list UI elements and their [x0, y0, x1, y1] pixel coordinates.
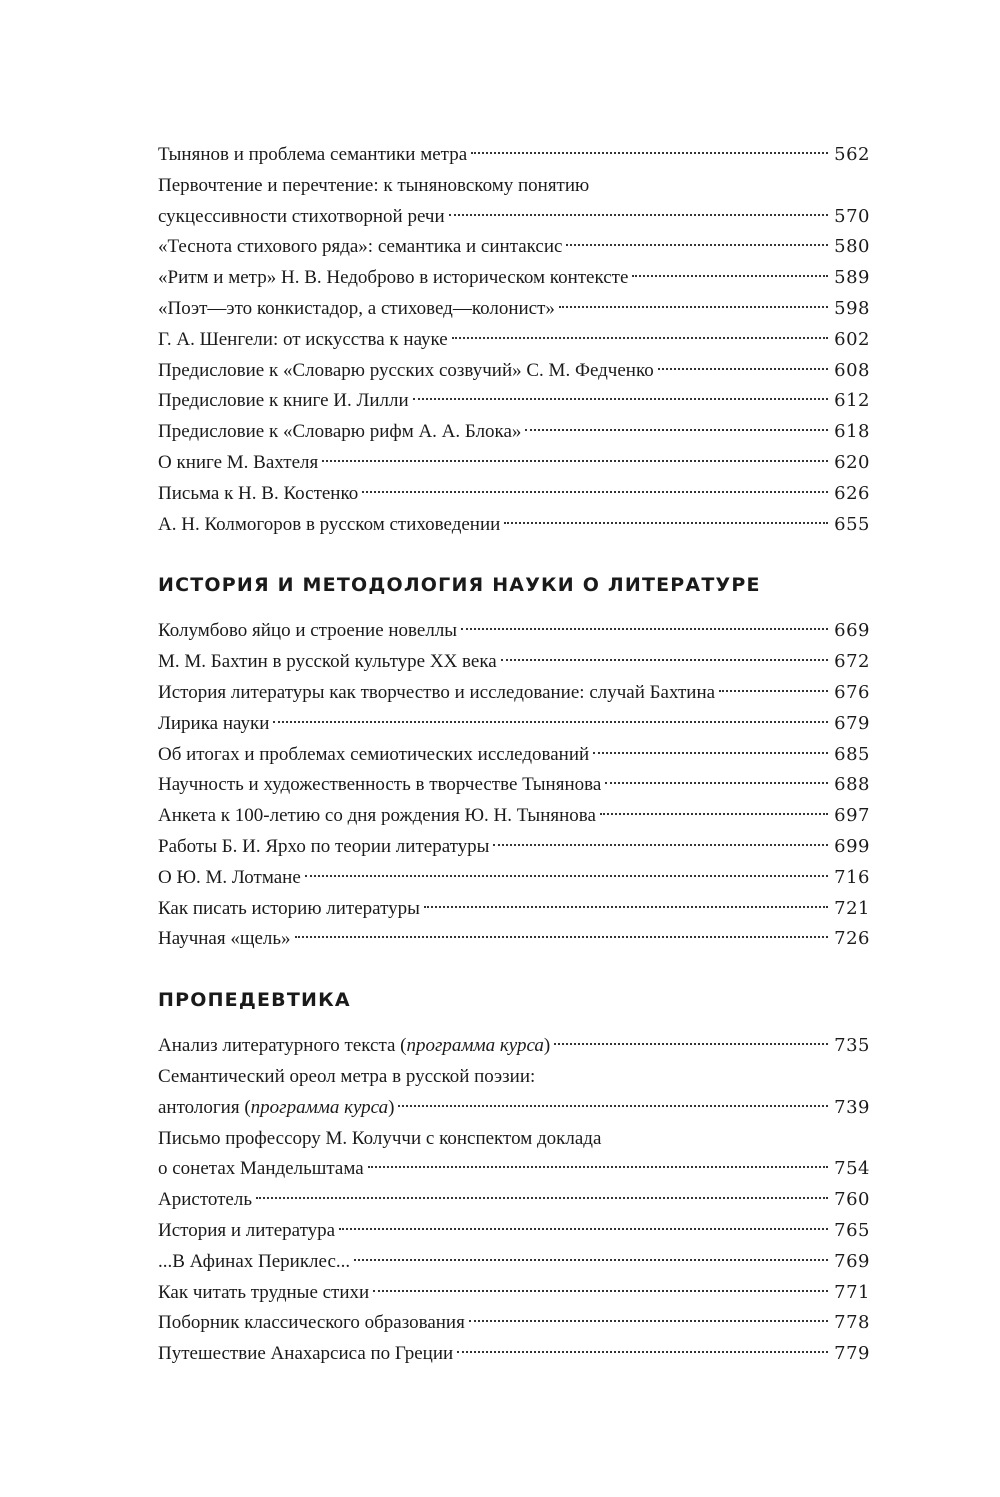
toc-entry: [158, 1031, 870, 1062]
toc-entry-title: «Поэт—это конкистадор, а стиховед—колонист»: [158, 297, 555, 319]
toc-entry-page: 618: [834, 421, 870, 443]
leader-dots: [413, 398, 828, 400]
toc-entry-title-italic: программа курса: [250, 1096, 389, 1118]
leader-dots: [471, 152, 828, 154]
leader-dots: [452, 337, 828, 339]
leader-dots: [632, 275, 828, 277]
toc-entry: [158, 863, 870, 894]
section-heading: ПРОПЕДЕВТИКА: [158, 989, 351, 1012]
toc-entry-page: 608: [834, 359, 870, 381]
toc-entry-title: [158, 1093, 394, 1124]
toc-entry-title: Работы Б. И. Ярхо по теории литературы: [158, 835, 490, 857]
toc-entry-page: 726: [834, 928, 870, 950]
toc-entry-title: О Ю. М. Лотмане: [158, 866, 301, 888]
toc-entry: [158, 770, 870, 801]
toc-entry-title: «Теснота стихового ряда»: семантика и синтаксис: [158, 236, 563, 258]
leader-dots: [566, 244, 828, 246]
toc-entry-page: 697: [834, 805, 870, 827]
toc-entry-title: Г. А. Шенгели: от искусства к науке: [158, 328, 448, 350]
leader-dots: [354, 1259, 828, 1261]
toc-entry: [158, 1247, 870, 1278]
toc-entry-page: 589: [834, 267, 870, 289]
toc-entry-page: 676: [834, 681, 870, 703]
toc-entry-title-text: ): [543, 1035, 551, 1057]
toc-entry-title-line1: Первочтение и перечтение: к тыняновскому понятию: [158, 174, 590, 196]
toc-entry-title-text: антология (: [158, 1096, 251, 1118]
toc-entry: [158, 325, 870, 356]
leader-dots: [493, 844, 828, 846]
toc-entry: [158, 417, 870, 448]
toc-entry: [158, 263, 870, 294]
toc-entry-title-line1: Письмо профессору М. Колуччи с конспектом доклада: [158, 1127, 602, 1149]
toc-entry-page: 602: [834, 328, 870, 350]
toc-entry-title-line1: Семантический ореол метра в русской поэзии:: [158, 1065, 536, 1087]
toc-entry-page: 716: [834, 866, 870, 888]
toc-entry-page: 778: [834, 1312, 870, 1334]
leader-dots: [398, 1105, 828, 1107]
toc-entry-title: ...В Афинах Периклес...: [158, 1250, 351, 1272]
toc-entry-title: Лирика науки: [158, 712, 270, 734]
toc-entry-title-text: ): [388, 1096, 395, 1118]
toc-entry-title: о сонетах Мандельштама: [158, 1158, 364, 1180]
leader-dots: [605, 782, 828, 784]
leader-dots: [559, 306, 828, 308]
leader-dots: [457, 1351, 828, 1353]
toc-entry: [158, 232, 870, 263]
table-of-contents: [158, 140, 870, 1370]
leader-dots: [719, 690, 828, 692]
section-heading: ИСТОРИЯ И МЕТОДОЛОГИЯ НАУКИ О ЛИТЕРАТУРЕ: [158, 574, 761, 597]
toc-entry: [158, 448, 870, 479]
toc-entry-page: 685: [834, 743, 870, 765]
toc-entry-page: 735: [834, 1035, 870, 1057]
toc-entry: [158, 801, 870, 832]
toc-entry: [158, 678, 870, 709]
toc-entry-title: Как писать историю литературы: [158, 897, 420, 919]
toc-entry-title: Колумбово яйцо и строение новеллы: [158, 620, 458, 642]
toc-entry: [158, 647, 870, 678]
leader-dots: [600, 813, 828, 815]
leader-dots: [295, 936, 829, 938]
toc-section-3: [158, 1031, 870, 1370]
toc-entry-page: 765: [834, 1219, 870, 1241]
leader-dots: [339, 1228, 828, 1230]
toc-entry: [158, 171, 870, 233]
toc-entry: [158, 479, 870, 510]
toc-section-1: [158, 140, 870, 540]
leader-dots: [461, 628, 828, 630]
leader-dots: [554, 1043, 828, 1045]
toc-entry-title: А. Н. Колмогоров в русском стиховедении: [158, 513, 501, 535]
toc-entry-page: 580: [834, 236, 870, 258]
toc-entry: [158, 740, 870, 771]
leader-dots: [256, 1197, 828, 1199]
toc-entry-page: 754: [834, 1158, 870, 1180]
toc-entry: [158, 1185, 870, 1216]
toc-entry-title: История и литература: [158, 1219, 336, 1241]
toc-entry: [158, 1062, 870, 1124]
toc-entry: [158, 832, 870, 863]
toc-entry-title: История литературы как творчество и исследование: случай Бахтина: [158, 681, 716, 703]
toc-entry-title: Анкета к 100-летию со дня рождения Ю. Н. Тынянова: [158, 805, 596, 827]
toc-entry-page: 562: [834, 144, 870, 165]
toc-entry-title: М. М. Бахтин в русской культуре XX века: [158, 651, 497, 673]
toc-entry: [158, 1216, 870, 1247]
toc-entry-title-italic: программа курса: [406, 1035, 544, 1057]
toc-entry: [158, 894, 870, 925]
toc-entry-page: 688: [834, 774, 870, 796]
toc-entry-page: 672: [834, 651, 870, 673]
leader-dots: [504, 522, 828, 524]
toc-entry-page: 779: [834, 1343, 870, 1365]
toc-section-2: [158, 616, 870, 955]
leader-dots: [593, 752, 828, 754]
toc-entry-title: Тынянов и проблема семантики метра: [158, 144, 468, 165]
leader-dots: [469, 1320, 828, 1322]
leader-dots: [368, 1166, 828, 1168]
toc-entry-title: Как читать трудные стихи: [158, 1281, 370, 1303]
toc-entry-title: [158, 1031, 550, 1062]
toc-entry: [158, 294, 870, 325]
toc-entry-title: Научность и художественность в творчестве Тынянова: [158, 774, 602, 796]
leader-dots: [449, 214, 829, 216]
toc-entry-page: 721: [834, 897, 870, 919]
toc-entry-page: 739: [834, 1096, 870, 1118]
toc-entry-page: 679: [834, 712, 870, 734]
toc-entry: [158, 356, 870, 387]
toc-entry: [158, 1339, 870, 1370]
toc-entry-page: 620: [834, 451, 870, 473]
toc-entry-page: 626: [834, 482, 870, 504]
toc-entry-page: 699: [834, 835, 870, 857]
toc-entry-title-text: Анализ литературного текста (: [158, 1035, 407, 1057]
leader-dots: [322, 460, 828, 462]
toc-entry-title: «Ритм и метр» Н. В. Недоброво в историческом контексте: [158, 267, 629, 289]
toc-entry-page: 570: [834, 205, 870, 227]
toc-entry: [158, 1278, 870, 1309]
toc-entry-title: Предисловие к «Словарю русских созвучий» С. М. Федченко: [158, 359, 654, 381]
toc-entry: [158, 140, 870, 171]
toc-entry-title: Научная «щель»: [158, 928, 291, 950]
toc-entry-title: Путешествие Анахарсиса по Греции: [158, 1343, 454, 1365]
leader-dots: [501, 659, 828, 661]
toc-entry-page: 760: [834, 1189, 870, 1211]
leader-dots: [373, 1290, 828, 1292]
toc-entry-title: Поборник классического образования: [158, 1312, 465, 1334]
toc-entry: [158, 1124, 870, 1186]
toc-entry: [158, 510, 870, 541]
leader-dots: [273, 721, 828, 723]
toc-entry-page: 771: [834, 1281, 870, 1303]
toc-entry-title: О книге М. Вахтеля: [158, 451, 319, 473]
leader-dots: [305, 875, 828, 877]
leader-dots: [658, 368, 828, 370]
toc-entry-title: Аристотель: [158, 1189, 253, 1211]
toc-entry-page: 669: [834, 620, 870, 642]
toc-entry-title: Об итогах и проблемах семиотических исследований: [158, 743, 590, 765]
leader-dots: [362, 491, 828, 493]
toc-entry-title: Предисловие к «Словарю рифм А. А. Блока»: [158, 421, 522, 443]
toc-entry-page: 769: [834, 1250, 870, 1272]
toc-entry-page: 655: [834, 513, 870, 535]
leader-dots: [424, 906, 828, 908]
toc-entry-title: сукцессивности стихотворной речи: [158, 205, 445, 227]
toc-entry: [158, 709, 870, 740]
toc-entry-title: Предисловие к книге И. Лилли: [158, 390, 409, 412]
toc-entry: [158, 616, 870, 647]
toc-entry: [158, 924, 870, 955]
leader-dots: [525, 429, 828, 431]
toc-entry-title: Письма к Н. В. Костенко: [158, 482, 359, 504]
toc-entry: [158, 1308, 870, 1339]
toc-entry-page: 598: [834, 297, 870, 319]
toc-entry: [158, 386, 870, 417]
toc-entry-page: 612: [834, 390, 870, 412]
